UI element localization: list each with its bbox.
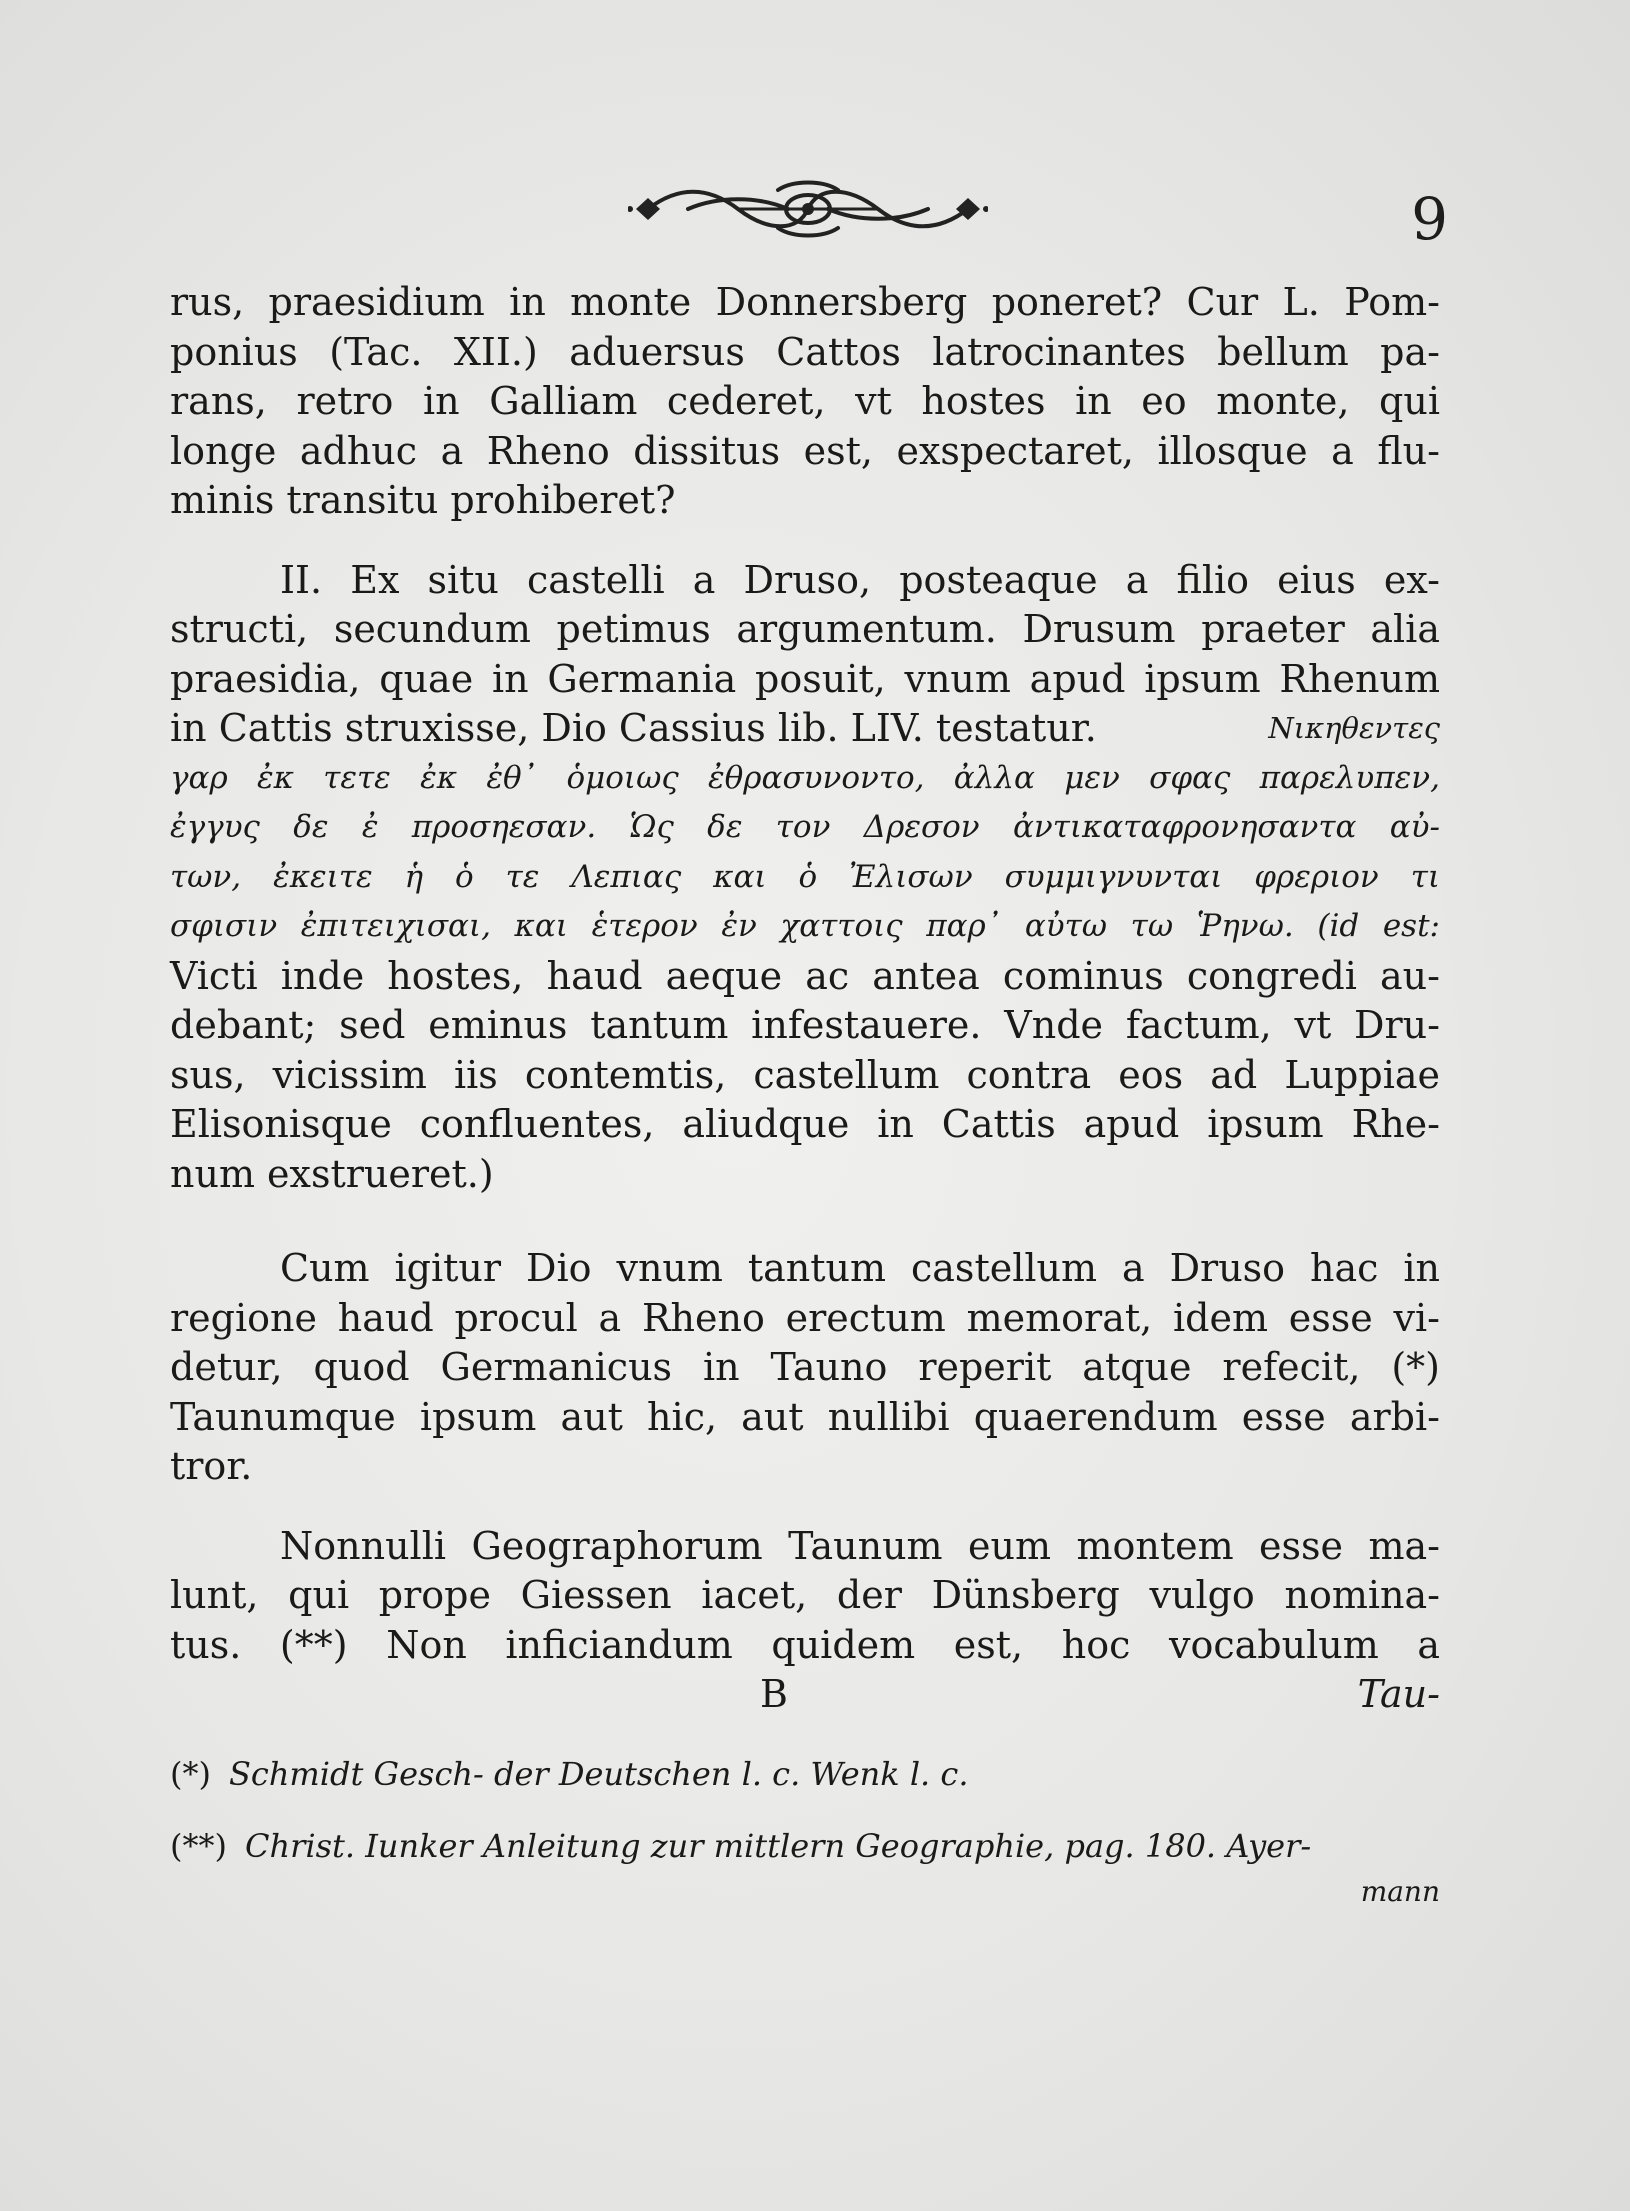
greek-text-line: ἐγγυς δε ἐ προσηεσαν. Ὡς δε τον Δρεσον ἀντικαταφρονησαντα αὐ-: [170, 809, 1440, 845]
text-line: Elisonisque confluentes, aliudque in Cattis apud ipsum Rhe-: [170, 1102, 1440, 1146]
greek-text-line: των, ἐκειτε ἡ ὁ τε Λεπιας και ὁ Ἐλισων συμμιγνυνται φρεριον τι: [170, 858, 1440, 895]
footnote-text: Christ. Iunker Anleitung zur mittlern Geographie, pag. 180. Ayer-: [244, 1827, 1312, 1865]
text-line: ponius (Tac. XII.) aduersus Cattos latrocinantes bellum pa-: [170, 329, 1440, 374]
text-line: [170, 704, 1440, 754]
text-line: detur, quod Germanicus in Tauno reperit atque refecit, (*): [170, 1345, 1440, 1389]
text-line: tror.: [170, 1444, 253, 1488]
greek-lead-word: Νικηθεντες: [1268, 711, 1440, 745]
text-line: sus, vicissim iis contemtis, castellum contra eos ad Luppiae: [170, 1052, 1440, 1097]
text-line: lunt, qui prope Giessen iacet, der Dünsberg vulgo nomina-: [170, 1573, 1440, 1617]
footnotes: [170, 1738, 1440, 1908]
text-line: longe adhuc a Rheno dissitus est, exspectaret, illosque a flu-: [170, 428, 1440, 473]
body-text: [170, 278, 1440, 1720]
catchword: Tau-: [1357, 1672, 1440, 1716]
text-line: tus. (**) Non inficiandum quidem est, hoc vocabulum a: [170, 1622, 1440, 1667]
text-line-part: in Cattis struxisse, Dio Cassius lib. LIV. testatur.: [170, 706, 1097, 750]
page-number: 9: [1411, 185, 1448, 253]
signature-row: [170, 1670, 1440, 1720]
header-ornament: [628, 178, 988, 240]
text-line: Taunumque ipsum aut hic, aut nullibi quaerendum esse arbi-: [170, 1394, 1440, 1439]
text-line: debant; sed eminus tantum infestauere. Vnde factum, vt Dru-: [170, 1003, 1440, 1047]
text-line: rus, praesidium in monte Donnersberg poneret? Cur L. Pom-: [170, 280, 1440, 324]
text-line: minis transitu prohiberet?: [170, 478, 676, 522]
text-line: regione haud procul a Rheno erectum memorat, idem esse vi-: [170, 1295, 1440, 1340]
footnote: [170, 1738, 1440, 1810]
greek-text-line: σφισιν ἐπιτειχισαι, και ἑτερον ἐν χαττοις παρ᾽ αὐτω τω Ῥηνω. (id est:: [170, 908, 1440, 944]
text-line: Cum igitur Dio vnum tantum castellum a Druso hac in: [280, 1246, 1440, 1290]
text-line: structi, secundum petimus argumentum. Drusum praeter alia: [170, 607, 1440, 651]
text-line: rans, retro in Galliam cederet, vt hostes in eo monte, qui: [170, 379, 1440, 423]
footnote: [170, 1810, 1440, 1882]
footnote-marker: (*): [170, 1755, 211, 1793]
text-line: Victi inde hostes, haud aeque ac antea cominus congredi au-: [170, 953, 1440, 998]
text-line: Nonnulli Geographorum Taunum eum montem esse ma-: [280, 1523, 1440, 1568]
greek-text-line: γαρ ἐκ τετε ἐκ ἐθ᾽ ὁμοιως ἐθρασυνοντο, ἀλλα μεν σφας παρελυπεν,: [170, 759, 1440, 796]
footnote-continuation: mann: [1360, 1875, 1440, 1908]
footnote-text: Schmidt Gesch- der Deutschen l. c. Wenk l. c.: [228, 1755, 969, 1793]
footnote-marker: (**): [170, 1827, 227, 1865]
text-line: praesidia, quae in Germania posuit, vnum apud ipsum Rhenum: [170, 656, 1440, 701]
text-line: II. Ex situ castelli a Druso, posteaque a filio eius ex-: [280, 557, 1440, 602]
text-line: num exstrueret.): [170, 1151, 494, 1196]
signature-mark: B: [760, 1672, 788, 1716]
